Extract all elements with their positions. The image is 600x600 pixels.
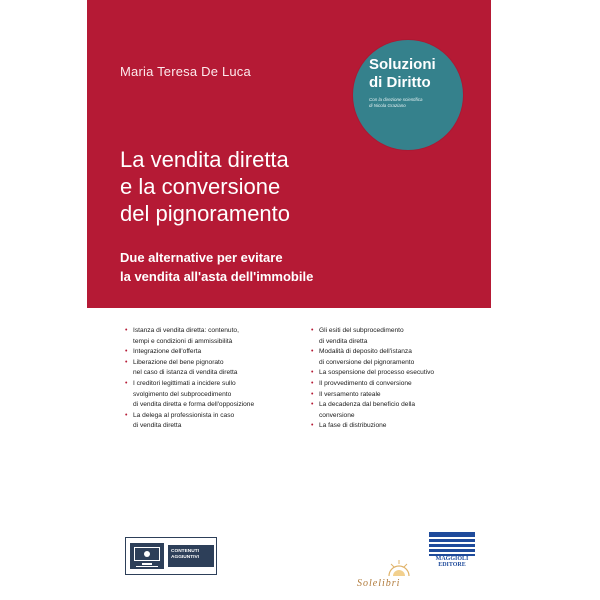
publisher-name-line: EDITORE	[438, 562, 466, 568]
imprint-name: Solelibri	[357, 578, 401, 589]
publisher-logo-icon	[429, 532, 475, 556]
topic-item-line: tempi e condizioni di ammissibilità	[133, 337, 233, 345]
series-subtitle-line: Con la direzione scientifica	[369, 97, 423, 102]
topic-item-line: • Modalità di deposito dell'istanza	[319, 348, 412, 356]
publisher-name	[429, 556, 475, 568]
publisher-logo	[429, 532, 475, 568]
series-subtitle-line: di Nicola Graziano	[369, 103, 406, 108]
topic-item	[311, 368, 481, 379]
author-name: Maria Teresa De Luca	[120, 64, 251, 79]
topic-item	[311, 326, 481, 347]
book-cover	[87, 0, 491, 600]
cover-header-panel	[87, 0, 491, 308]
topic-item-line: di vendita diretta	[133, 422, 182, 430]
topic-item	[311, 379, 481, 390]
topic-item-line: • La fase di distribuzione	[319, 422, 387, 430]
topic-item	[125, 379, 305, 411]
topic-item-line: • Integrazione dell'offerta	[133, 348, 202, 356]
topic-item-line: • La sospensione del processo esecutivo	[319, 369, 435, 377]
book-title-line: e la conversione	[120, 174, 281, 199]
extra-content-box	[125, 537, 217, 575]
extra-content-label	[168, 545, 214, 567]
topic-item-line: di vendita diretta e forma dell'opposizione	[133, 401, 255, 409]
series-badge	[353, 40, 463, 150]
topic-item-line: • Istanza di vendita diretta: contenuto,	[133, 327, 239, 334]
topic-item	[125, 326, 305, 347]
topic-item-line: • La decadenza dal beneficio della	[319, 401, 416, 409]
topic-item	[125, 411, 305, 432]
topic-item	[125, 347, 305, 358]
topic-item-line: di conversione del pignoramento	[319, 358, 415, 366]
topic-item	[311, 421, 481, 432]
topic-item	[125, 358, 305, 379]
book-subtitle-line: Due alternative per evitare	[120, 250, 283, 265]
series-title-line: di Diritto	[369, 74, 431, 91]
topic-item-line: • I creditori legittimati a incidere sullo	[133, 379, 236, 387]
topic-item	[311, 390, 481, 401]
publisher-name-line: MAGGIOLI	[435, 556, 469, 562]
topic-item	[311, 400, 481, 421]
series-title-line: Soluzioni	[369, 56, 436, 73]
sun-icon	[387, 558, 411, 578]
topic-item-line: di vendita diretta	[319, 337, 368, 345]
book-subtitle	[120, 248, 313, 286]
series-title	[369, 56, 459, 92]
extra-content-label-line: AGGIUNTIVI	[171, 555, 199, 560]
topic-item-line: nel caso di istanza di vendita diretta	[133, 369, 238, 377]
topic-item-line: • La delega al professionista in caso	[133, 411, 235, 419]
topics-list-left	[125, 326, 305, 432]
topic-item-line: conversione	[319, 411, 355, 419]
topic-item-line: svolgimento del subprocedimento	[133, 390, 232, 398]
extra-content-label-line: CONTENUTI	[171, 549, 199, 554]
topic-item-line: • Liberazione del bene pignorato	[133, 358, 224, 366]
book-title	[120, 146, 290, 227]
book-subtitle-line: la vendita all'asta dell'immobile	[120, 269, 314, 284]
topic-item-line: • Gli esiti del subprocedimento	[319, 327, 404, 334]
book-title-line: La vendita diretta	[120, 147, 289, 172]
book-title-line: del pignoramento	[120, 201, 291, 226]
topic-item	[311, 347, 481, 368]
topic-item-line: • Il versamento rateale	[319, 390, 381, 398]
topic-item-line: • Il provvedimento di conversione	[319, 379, 412, 387]
series-subtitle	[369, 97, 447, 109]
topics-list-right	[311, 326, 481, 432]
computer-icon	[130, 543, 164, 569]
